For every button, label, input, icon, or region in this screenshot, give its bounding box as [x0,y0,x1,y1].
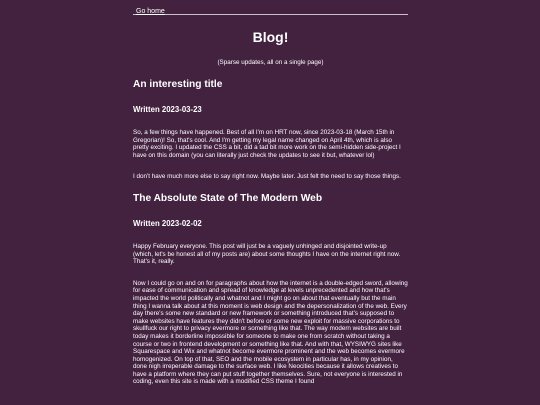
post-title: The Absolute State of The Modern Web [133,192,323,204]
post-paragraph: So, a few things have happened. Best of all I'm on HRT now, since 2023-03-18 (March 15th in Gregorian)! So, that's cool. And I'm getting my legal name changed on April 4th, which is also pretty exciting. I updated the CSS a bit, did a tad bit more work on the semi-hidden side-project I have on this domain (you can literally just check the updates to see it but, whatever lol) [133,129,401,159]
post-title: An interesting title [133,79,223,90]
top-nav [133,0,408,15]
post-date: Written 2023-03-23 [133,105,202,114]
post-paragraph: I don't have much more else to say right now. Maybe later. Just felt the need to say those things. [133,173,401,181]
post-paragraph: Now I could go on and on for paragraphs about how the internet is a double-edged sword, allowing for ease of communication and spread of knowledge at levels unprecedented and how that's impacted the world politically and whatnot and I might go on about that eventually but the main thing I wanna talk about at this moment is web design and the depersonalization of the web. Every day there's some new standard or new framework or something introduced that's supposed to make websites have features they didn't before or some new exploit for massive corporations to skullfuck our right to privacy evermore or something like that. The way modern websites are built today makes it borderline impossible for someone to make one from scratch without taking a course or two in frontend development or something like that. And with that, WYSIWYG sites like Squarespace and Wix and whatnot become evermore prominent and the web becomes evermore homogenized. On top of that, SEO and the mobile ecosystem in particular has, in my opinion, done nigh irreperable damage to the surface web. I like Neocities because it allows creatives to have a platform where they can put stuff together themselves. Sure, not everyone is interested in coding, even this site is made with a modified CSS theme I found [133,279,408,386]
page-subtitle: (Sparse updates, all on a single page) [217,59,324,66]
post [133,79,408,181]
post [133,193,408,386]
page-title: Blog! [252,29,289,45]
post-paragraph: Happy February everyone. This post will just be a vaguely unhinged and disjointed write-up (which, let's be honest all of my posts are) about some thoughts I have on the internet right now. That's it, really. [133,242,401,266]
content-column [133,0,408,386]
go-home-link[interactable]: Go home [136,8,165,15]
post-date: Written 2023-02-02 [133,218,202,228]
